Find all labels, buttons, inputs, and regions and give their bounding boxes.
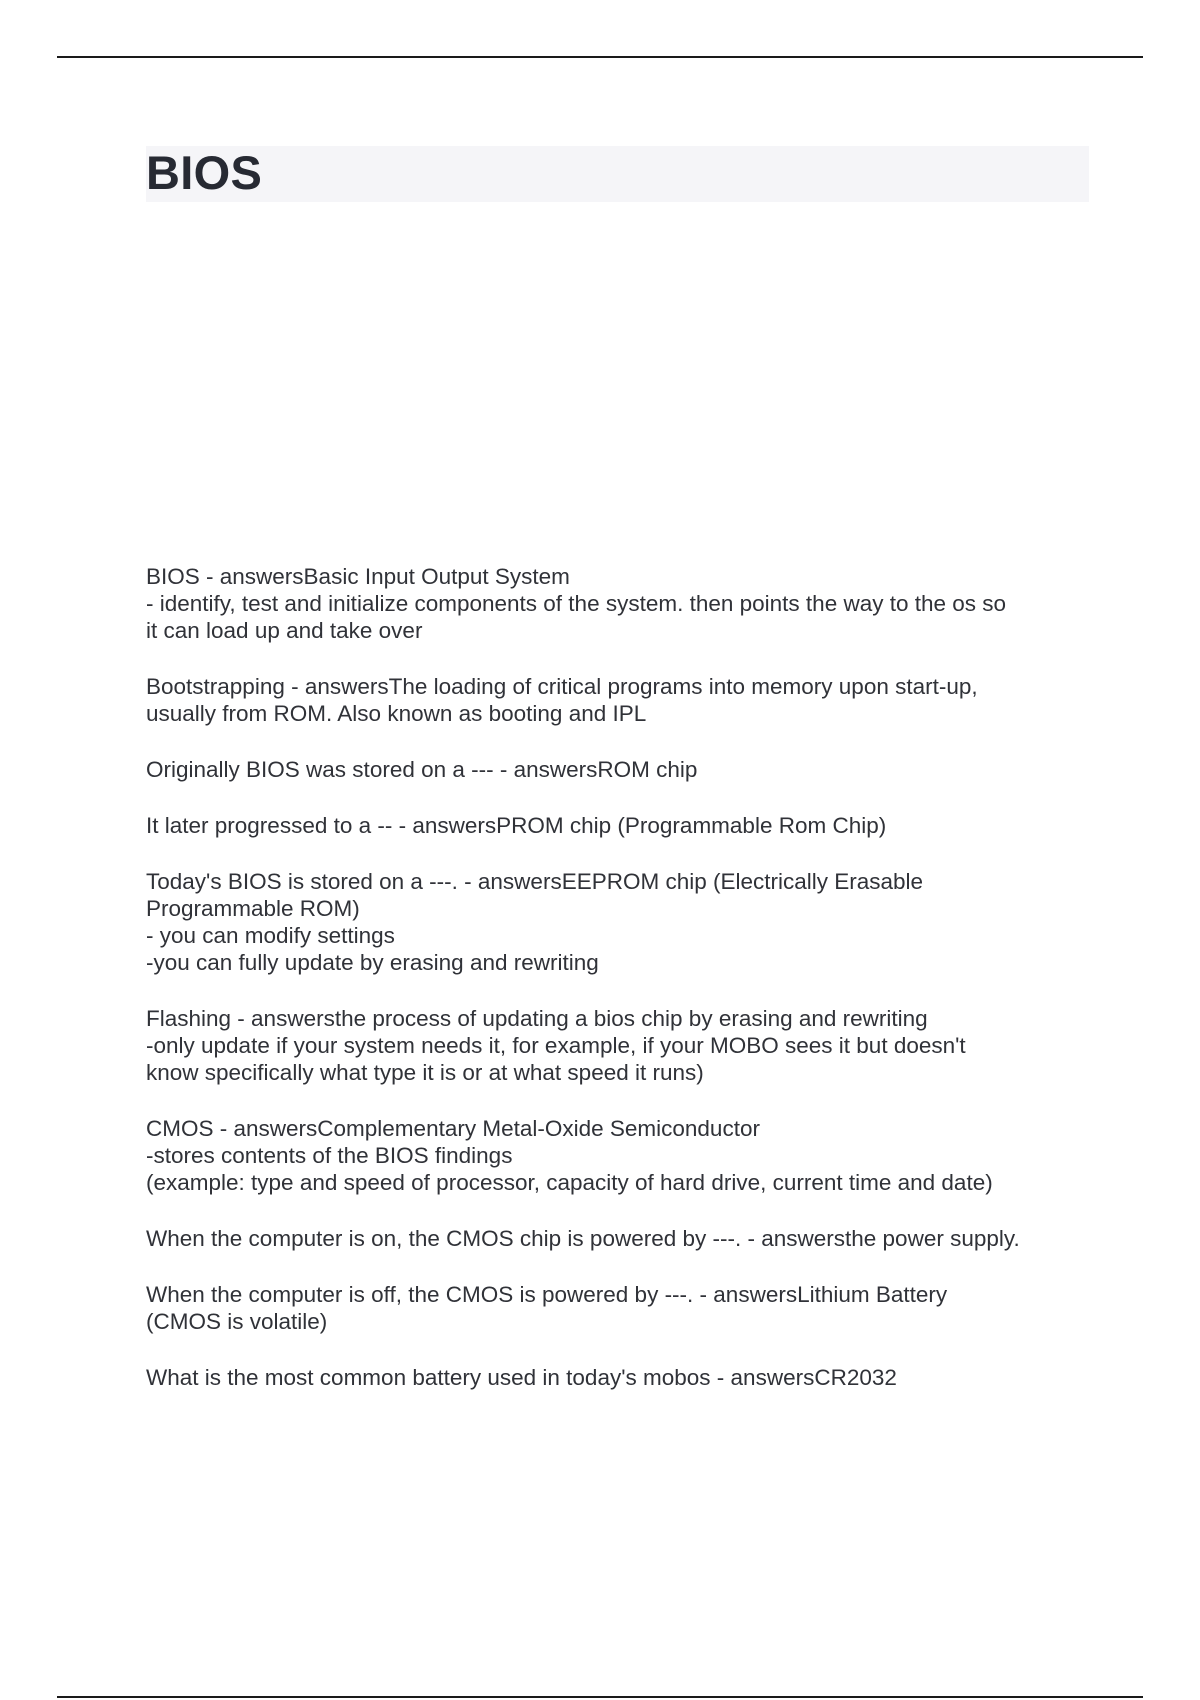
qa-item [146, 1115, 1096, 1196]
qa-line: it can load up and take over [146, 618, 423, 643]
qa-line: -stores contents of the BIOS findings [146, 1143, 513, 1168]
qa-line: BIOS - answersBasic Input Output System [146, 564, 570, 589]
qa-line: When the computer is on, the CMOS chip is powered by ---. - answersthe power supply. [146, 1226, 1020, 1251]
qa-line: -only update if your system needs it, for example, if your MOBO sees it but doesn't [146, 1033, 966, 1058]
top-divider [57, 56, 1143, 58]
qa-line: know specifically what type it is or at what speed it runs) [146, 1060, 704, 1085]
qa-line: CMOS - answersComplementary Metal-Oxide Semiconductor [146, 1116, 760, 1141]
qa-item [146, 868, 1096, 976]
page-title: BIOS [146, 146, 263, 199]
qa-line: Today's BIOS is stored on a ---. - answersEEPROM chip (Electrically Erasable [146, 869, 924, 894]
qa-line: usually from ROM. Also known as booting and IPL [146, 701, 647, 726]
qa-item [146, 1225, 1096, 1252]
qa-list [146, 563, 1096, 1420]
qa-item [146, 563, 1096, 644]
qa-item [146, 1364, 1096, 1391]
qa-line: Flashing - answersthe process of updating a bios chip by erasing and rewriting [146, 1006, 928, 1031]
title-band [146, 146, 1089, 202]
qa-item [146, 756, 1096, 783]
qa-line: - you can modify settings [146, 923, 395, 948]
qa-item [146, 673, 1096, 727]
qa-line: Programmable ROM) [146, 896, 360, 921]
qa-line: (CMOS is volatile) [146, 1309, 328, 1334]
qa-line: -you can fully update by erasing and rewriting [146, 950, 599, 975]
qa-line: Originally BIOS was stored on a --- - answersROM chip [146, 757, 698, 782]
qa-line: It later progressed to a -- - answersPROM chip (Programmable Rom Chip) [146, 813, 887, 838]
bottom-divider [57, 1696, 1143, 1698]
qa-item [146, 1005, 1096, 1086]
qa-line: - identify, test and initialize components of the system. then points the way to the os so [146, 591, 1007, 616]
qa-line: What is the most common battery used in today's mobos - answersCR2032 [146, 1365, 897, 1390]
qa-item [146, 812, 1096, 839]
qa-line: When the computer is off, the CMOS is powered by ---. - answersLithium Battery [146, 1282, 948, 1307]
qa-line: Bootstrapping - answersThe loading of critical programs into memory upon start-up, [146, 674, 978, 699]
qa-item [146, 1281, 1096, 1335]
qa-line: (example: type and speed of processor, capacity of hard drive, current time and date) [146, 1170, 993, 1195]
